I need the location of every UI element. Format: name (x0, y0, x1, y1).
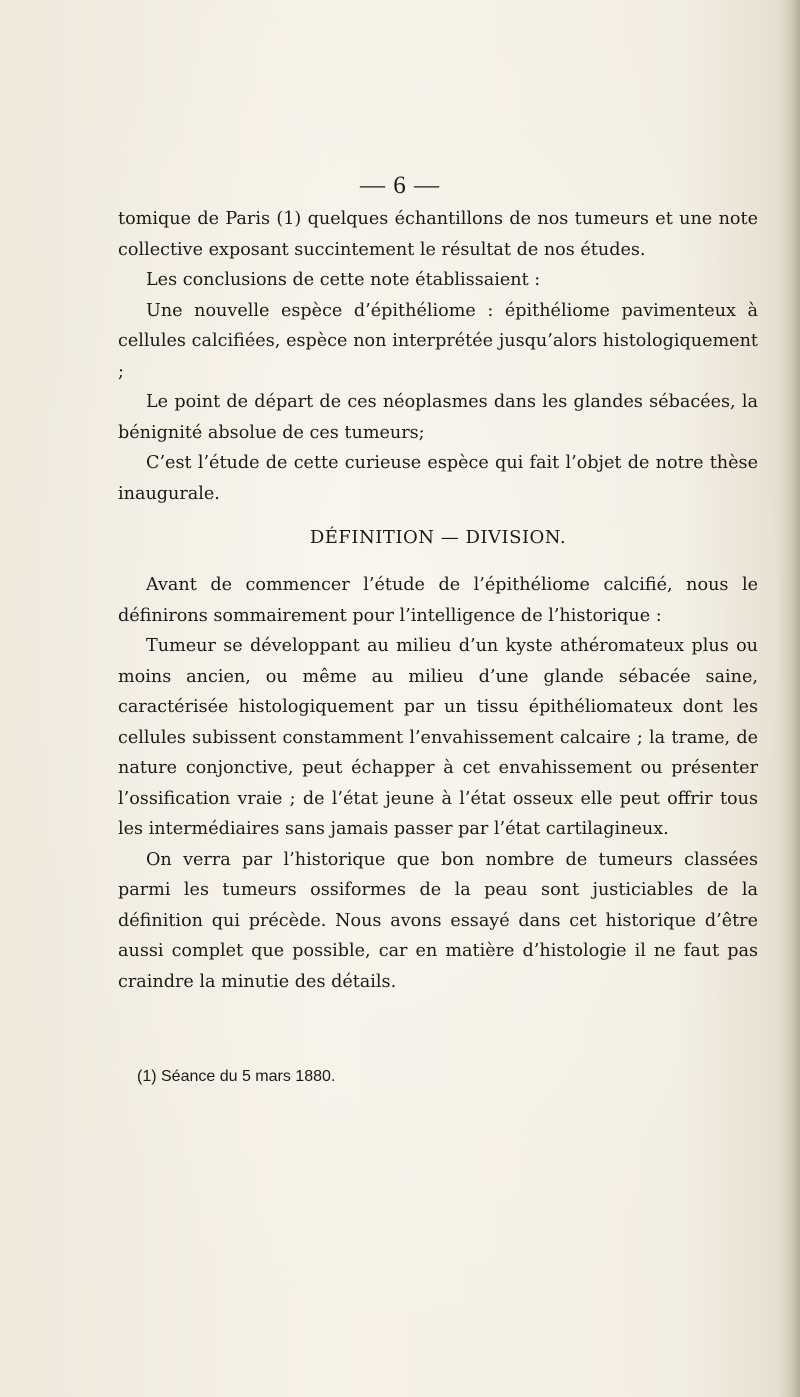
footnote: (1) Séance du 5 mars 1880. (137, 1068, 336, 1085)
paragraph-conclusions: Les conclusions de cette note établissaient : (146, 270, 541, 290)
paragraph-definition-intro: Avant de commencer l’étude de l’épithéliome calcifié, nous le définirons sommairement pour l’intelligence de l’historique : (118, 575, 758, 626)
paragraph-definition: Tumeur se développant au milieu d’un kyste athéromateux plus ou moins ancien, ou même au milieu d’une glande sébacée saine, caractérisée histologiquement par un tissu épithéliomateux dont les cellules subissent constamment l’envahissement calcaire ; la trame, de nature conjonctive, peut échapper à cet envahissement ou présenter l’ossification vraie ; de l’état jeune à l’état osseux elle peut offrir tous les intermédiaires sans jamais passer par l’état cartilagineux. (118, 636, 758, 839)
paragraph-continuation: tomique de Paris (1) quelques échantillons de nos tumeurs et une note collective exposant succintement le résultat de nos études. (118, 209, 758, 260)
paragraph-new-species: Une nouvelle espèce d’épithéliome : épithéliome pavimenteux à cellules calcifiées, espèce non interprétée jusqu’alors histologiquement ; (118, 300, 758, 382)
paragraph-historique: On verra par l’historique que bon nombre de tumeurs classées parmi les tumeurs ossiformes de la peau sont justiciables de la définition qui précède. Nous avons essayé dans cet historique d’être aussi complet que possible, car en matière d’histologie il ne faut pas craindre la minutie des détails. (118, 849, 758, 992)
body-text (118, 204, 758, 997)
paragraph-thesis: C’est l’étude de cette curieuse espèce qui fait l’objet de notre thèse inaugurale. (118, 453, 758, 504)
page-number: — 6 — (360, 172, 440, 199)
section-heading: DÉFINITION — DIVISION. (309, 527, 567, 548)
paragraph-origin: Le point de départ de ces néoplasmes dans les glandes sébacées, la bénignité absolue de ces tumeurs; (118, 392, 758, 443)
page-edge-shadow (778, 0, 800, 1397)
